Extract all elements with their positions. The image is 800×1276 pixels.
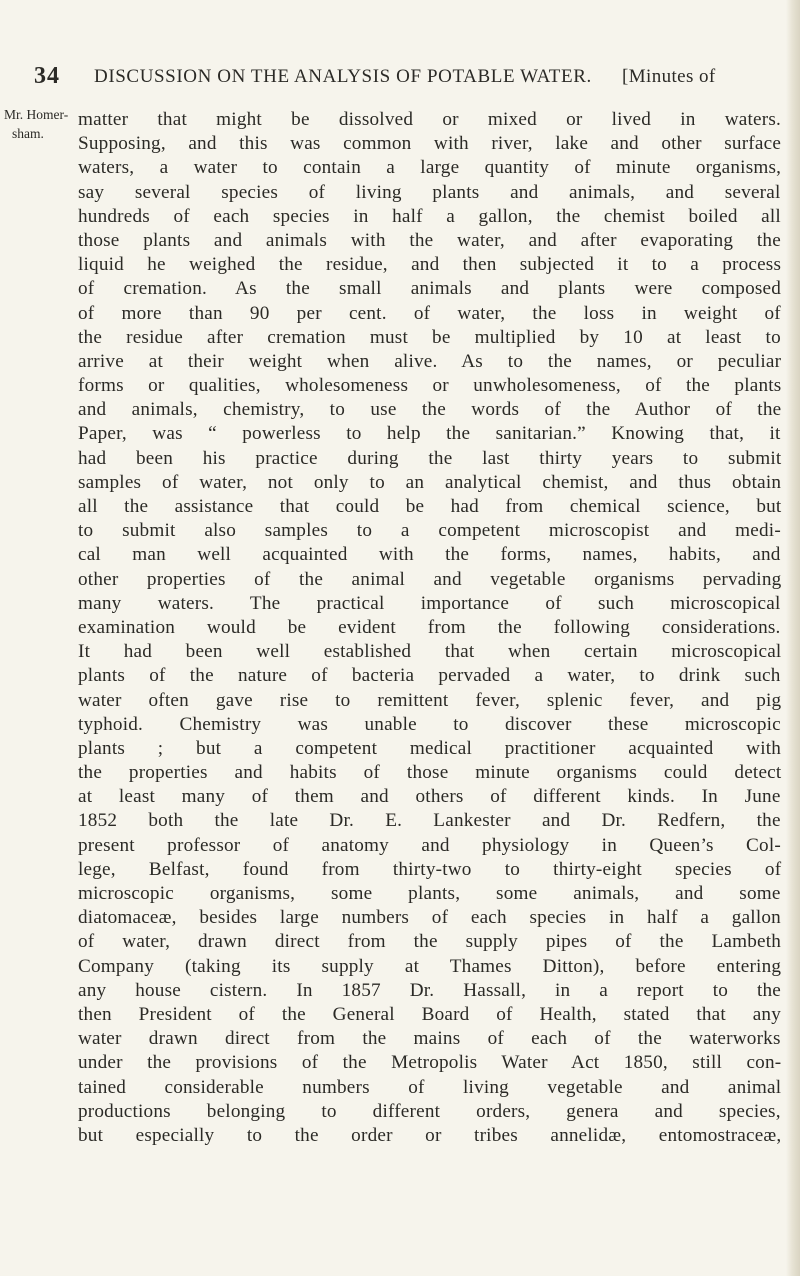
margin-note-line: sham.: [12, 126, 44, 141]
text-line: of more than 90 per cent. of water, the loss in weight of: [78, 302, 781, 324]
text-line: plants ; but a competent medical practitioner acquainted with: [78, 737, 782, 759]
text-line: water often gave rise to remittent fever, splenic fever, and pig: [78, 689, 782, 711]
text-line: 1852 both the late Dr. E. Lankester and Dr. Redfern, the: [78, 810, 781, 832]
running-title: DISCUSSION ON THE ANALYSIS OF POTABLE WATER.: [94, 66, 592, 87]
text-line: any house cistern. In 1857 Dr. Hassall, in a report to the: [78, 979, 782, 1001]
text-line: those plants and animals with the water, and after evaporating the: [78, 229, 781, 251]
text-line: forms or qualities, wholesomeness or unwholesomeness, of the plants: [78, 375, 782, 397]
margin-speaker-note: [4, 105, 68, 143]
page-number: 34: [34, 63, 60, 89]
text-line: waters, a water to contain a large quantity of minute organisms,: [78, 157, 782, 179]
text-line: under the provisions of the Metropolis Water Act 1850, still con-: [78, 1052, 782, 1074]
text-line: cal man well acquainted with the forms, names, habits, and: [78, 544, 781, 566]
running-head: [34, 63, 784, 89]
text-line: matter that might be dissolved or mixed or lived in waters.: [78, 109, 782, 130]
text-line: It had been well established that when certain microscopical: [78, 641, 782, 663]
text-line: Supposing, and this was common with river, lake and other surface: [78, 133, 782, 155]
margin-note-line: Mr. Homer-: [4, 107, 69, 122]
running-title-suffix: [Minutes of: [622, 66, 716, 87]
text-line: Paper, was “ powerless to help the sanitarian.” Knowing that, it: [78, 423, 781, 445]
text-line: and animals, chemistry, to use the words of the Author of the: [78, 399, 782, 421]
page-edge-shadow: [786, 0, 800, 1276]
text-line: present professor of anatomy and physiology in Queen’s Col-: [78, 834, 781, 856]
text-line: but especially to the order or tribes annelidæ, entomostraceæ,: [78, 1124, 782, 1146]
text-line: many waters. The practical importance of such microscopical: [78, 592, 781, 614]
text-line: the residue after cremation must be multiplied by 10 at least to: [78, 326, 781, 348]
text-line: Company (taking its supply at Thames Ditton), before entering: [78, 955, 782, 977]
text-line: liquid he weighed the residue, and then subjected it to a process: [78, 254, 782, 276]
text-line: the properties and habits of those minute organisms could detect: [78, 762, 782, 784]
text-line: other properties of the animal and vegetable organisms pervading: [78, 568, 782, 590]
body-paragraph: [78, 108, 781, 1148]
text-line: hundreds of each species in half a gallon, the chemist boiled all: [78, 205, 781, 227]
text-line: of water, drawn direct from the supply pipes of the Lambeth: [78, 931, 782, 953]
text-line: microscopic organisms, some plants, some animals, and some: [78, 883, 781, 904]
text-line: productions belonging to different orders, genera and species,: [78, 1100, 781, 1122]
text-line: at least many of them and others of different kinds. In June: [78, 786, 781, 808]
text-line: to submit also samples to a competent microscopist and medi-: [78, 520, 781, 542]
text-line: samples of water, not only to an analytical chemist, and thus obtain: [78, 471, 782, 493]
text-line: arrive at their weight when alive. As to the names, or peculiar: [78, 350, 782, 372]
text-line: diatomaceæ, besides large numbers of each species in half a gallon: [78, 907, 781, 929]
text-line: typhoid. Chemistry was unable to discover these microscopic: [78, 713, 781, 735]
text-line: lege, Belfast, found from thirty-two to thirty-eight species of: [78, 858, 782, 880]
text-line: water drawn direct from the mains of each of the waterworks: [78, 1028, 781, 1050]
text-line: plants of the nature of bacteria pervaded a water, to drink such: [78, 665, 781, 687]
text-line: all the assistance that could be had from chemical science, but: [78, 496, 782, 517]
text-line: say several species of living plants and animals, and several: [78, 181, 781, 203]
text-line: examination would be evident from the following considerations.: [78, 616, 781, 638]
text-line: of cremation. As the small animals and plants were composed: [78, 278, 782, 300]
text-line: tained considerable numbers of living vegetable and animal: [78, 1076, 782, 1098]
text-line: had been his practice during the last thirty years to submit: [78, 447, 782, 469]
text-line: then President of the General Board of Health, stated that any: [78, 1003, 782, 1025]
